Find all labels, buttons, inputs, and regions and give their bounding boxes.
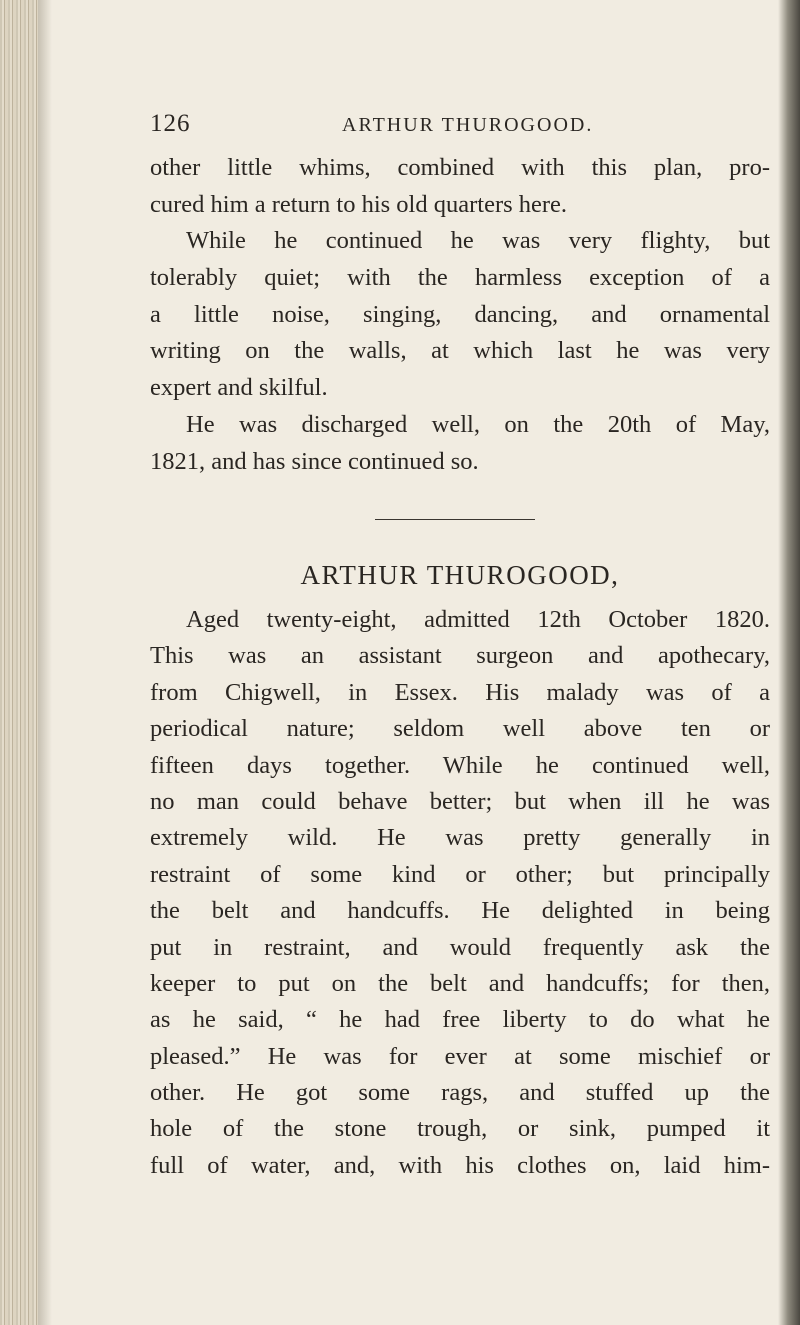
text-line: fifteen days together. While he continued well, [150,751,770,779]
text-line: a little noise, singing, dancing, and ornamental [150,300,770,328]
section-heading: ARTHUR THUROGOOD, [300,560,620,590]
text-line: tolerably quiet; with the harmless exception of a [150,264,770,292]
book-gutter [0,0,38,1325]
text-line: expert and skilful. [150,374,328,402]
text-line: keeper to put on the belt and handcuffs; for then, [150,969,770,997]
text-line: restraint of some kind or other; but principally [150,860,770,888]
previous-entry-text [150,150,770,480]
running-head [150,110,770,140]
text-line: hole of the stone trough, or sink, pumped it [150,1115,770,1143]
page-number: 126 [150,110,191,137]
gutter-shadow [38,0,52,1325]
text-line: extremely wild. He was pretty generally in [150,824,770,852]
text-line: periodical nature; seldom well above ten or [150,715,770,743]
text-line: put in restraint, and would frequently ask the [150,933,770,961]
section-text [150,602,770,1184]
text-line: the belt and handcuffs. He delighted in being [150,897,770,925]
running-title: ARTHUR THUROGOOD. [342,114,594,136]
text-line: no man could behave better; but when ill he was [150,787,770,815]
text-line: 1821, and has since continued so. [150,447,479,475]
text-line: While he continued he was very flighty, but [186,227,770,255]
text-line: full of water, and, with his clothes on, laid him- [150,1151,770,1179]
text-line: other. He got some rags, and stuffed up the [150,1079,770,1107]
text-line: cured him a return to his old quarters here. [150,190,568,218]
book-page [150,0,770,1325]
text-line: writing on the walls, at which last he was very [150,337,770,365]
text-line: He was discharged well, on the 20th of May, [186,410,770,438]
text-line: from Chigwell, in Essex. His malady was of a [150,678,770,706]
section-divider [375,519,535,520]
text-line: as he said, “ he had free liberty to do what he [150,1006,770,1034]
text-line: other little whims, combined with this plan, pro- [150,154,770,181]
text-line: Aged twenty-eight, admitted 12th October 1820. [186,606,770,633]
text-line: pleased.” He was for ever at some mischief or [150,1042,770,1070]
page-edge [778,0,800,1325]
text-line: This was an assistant surgeon and apothecary, [150,642,770,670]
